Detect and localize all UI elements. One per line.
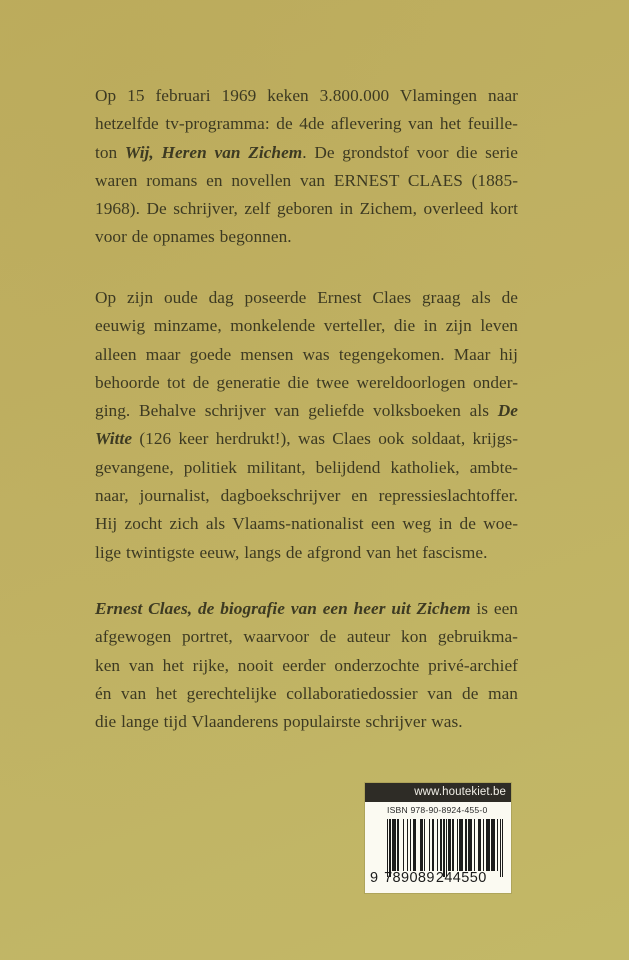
text-line: eeuwig minzame, monkelende verteller, die in zijn leven bbox=[95, 316, 518, 336]
isbn-label: ISBN 978-90-8924-455-0 bbox=[387, 805, 488, 815]
text-line: Op zijn oude dag poseerde Ernest Claes graag als de bbox=[95, 288, 518, 307]
text-line: Op 15 februari 1969 keken 3.800.000 Vlamingen naar bbox=[95, 86, 518, 105]
ean-group-2: 244550 bbox=[435, 870, 487, 886]
italic-title: Ernest Claes, de biografie van een heer uit Zichem bbox=[95, 599, 471, 618]
barcode-bars-icon bbox=[387, 819, 504, 871]
text-line: afgewogen portret, waarvoor de auteur kon gebruikma- bbox=[95, 627, 518, 647]
text-line: gevangene, politiek militant, belijdend katholiek, ambte- bbox=[95, 457, 518, 477]
text-line: voor de opnames begonnen. bbox=[95, 227, 292, 247]
text-line: ken van het rijke, nooit eerder onderzochte privé-archief bbox=[95, 655, 518, 675]
text-line: Ernest Claes, de biografie van een heer uit Zichem is een bbox=[95, 599, 519, 618]
text-line: behoorde tot de generatie die twee wereldoorlogen onder- bbox=[95, 372, 518, 392]
ean-digits bbox=[370, 869, 510, 887]
italic-title: De bbox=[497, 401, 518, 421]
italic-title: Witte bbox=[95, 429, 133, 449]
ean-first-digit: 9 bbox=[370, 870, 379, 886]
text-line: ton Wij, Heren van Zichem. De grondstof voor die serie bbox=[95, 142, 519, 162]
text-line: ging. Behalve schrijver van geliefde volksboeken als De bbox=[95, 401, 518, 421]
text-line: naar, journalist, dagboekschrijver en repressieslachtoffer. bbox=[95, 486, 518, 506]
italic-title: Wij, Heren van Zichem bbox=[124, 142, 303, 162]
text-line: hetzelfde tv-programma: de 4de aflevering van het feuille- bbox=[95, 114, 518, 134]
text-line: 1968). De schrijver, zelf geboren in Zichem, overleed kort bbox=[95, 199, 518, 219]
blurb-paragraph-2 bbox=[95, 284, 518, 567]
text-line: lige twintigste eeuw, langs de afgrond van het fascisme. bbox=[95, 542, 488, 562]
blurb-paragraph-1 bbox=[95, 82, 518, 252]
text-line: waren romans en novellen van ERNEST CLAES (1885- bbox=[95, 170, 518, 190]
barcode-block bbox=[365, 783, 511, 893]
text-line: Hij zocht zich als Vlaams-nationalist een weg in de woe- bbox=[95, 514, 518, 534]
ean-group-1: 789089 bbox=[384, 870, 435, 886]
text-line: én van het gerechtelijke collaboratiedossier van de man bbox=[95, 683, 518, 703]
publisher-url: www.houtekiet.be bbox=[365, 783, 511, 802]
text-line: Witte (126 keer herdrukt!), was Claes ook soldaat, krijgs- bbox=[95, 429, 518, 449]
text-line: die lange tijd Vlaanderens populairste schrijver was. bbox=[95, 712, 463, 732]
text-line: alleen maar goede mensen was tegengekomen. Maar hij bbox=[95, 344, 518, 364]
blurb-paragraph-3 bbox=[95, 595, 518, 736]
